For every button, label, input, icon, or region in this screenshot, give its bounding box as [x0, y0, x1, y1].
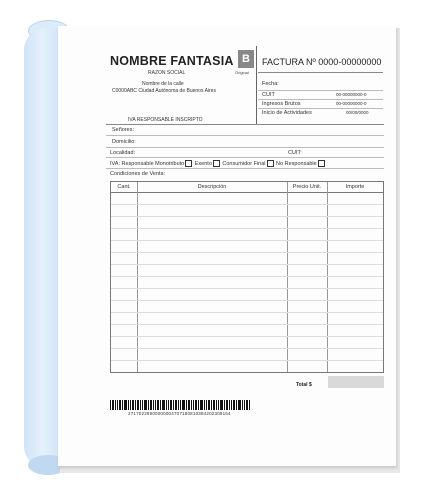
localidad-label: Localidad: [110, 150, 136, 156]
iva-status: IVA RESPONSABLE INSCRIPTO [128, 117, 203, 123]
senores-label: Señores: [112, 127, 135, 133]
iva-line [106, 168, 384, 169]
cuit-client-label: CUIT: [288, 150, 302, 156]
localidad-line [106, 157, 384, 158]
items-table [110, 181, 384, 373]
row-line [111, 324, 383, 325]
barcode [110, 400, 250, 410]
cuit-line [258, 99, 383, 100]
iva-label: IVA: [110, 160, 120, 167]
razon-social: RAZON SOCIAL [148, 70, 186, 76]
inicio-label: Inicio de Actividades [262, 110, 312, 116]
row-line [111, 228, 383, 229]
factura-underline [258, 72, 383, 73]
city-address: C0000ABC Ciudad Autónoma de Buenos Aires [112, 88, 216, 94]
invoice-number: FACTURA Nº 0000-00000000 [262, 57, 382, 67]
header-divider [256, 46, 257, 124]
barcode-number: 27170228900000004707180810384202308154 [128, 411, 231, 416]
invoice-type-sub: Original [235, 70, 249, 75]
total-box [328, 376, 384, 388]
iva-option-no-responsable: No Responsable [276, 160, 317, 167]
checkbox-monotributo[interactable] [185, 160, 192, 167]
senores-line [106, 135, 384, 136]
row-line [111, 264, 383, 265]
business-name: NOMBRE FANTASIA [110, 54, 234, 68]
condiciones-label: Condiciones de Venta: [110, 171, 166, 177]
cuit-label: CUIT [262, 92, 275, 98]
iva-option-consumidor: Consumidor Final [222, 160, 266, 167]
ingresos-line [258, 108, 383, 109]
street-address: Nombre de la calle [142, 81, 184, 87]
row-line [111, 204, 383, 205]
iva-options-row [110, 160, 326, 167]
header-precio: Precio Unit. [292, 184, 322, 190]
checkbox-exento[interactable] [213, 160, 220, 167]
invoice-type-letter: B [238, 50, 254, 68]
total-label: Total $ [296, 382, 312, 388]
header-importe: Importe [345, 184, 365, 190]
row-line [111, 348, 383, 349]
iva-option-monotributo: Responsable Monotributo [121, 160, 185, 167]
col-divider-2 [287, 182, 288, 372]
checkbox-no-responsable[interactable] [318, 160, 325, 167]
header-bottom-line [106, 124, 384, 125]
cuit-value: 00-00000000-0 [336, 92, 367, 97]
row-line [111, 216, 383, 217]
header-rule [111, 192, 383, 193]
row-line [111, 300, 383, 301]
row-line [111, 252, 383, 253]
ingresos-value: 00-00000000-0 [336, 101, 367, 106]
inicio-value: 00/00/0000 [346, 110, 369, 115]
row-line [111, 240, 383, 241]
iva-option-exento: Exento [194, 160, 212, 167]
invoice-page [58, 26, 396, 466]
row-line [111, 288, 383, 289]
col-divider-3 [327, 182, 328, 372]
domicilio-label: Domicilio: [112, 139, 136, 145]
header-descripcion: Descripción [197, 184, 227, 190]
header-cant: Cant. [117, 184, 131, 190]
ingresos-label: Ingresos Brutos [262, 101, 301, 107]
col-divider-1 [137, 182, 138, 372]
fecha-label: Fecha: [262, 81, 279, 87]
row-line [111, 336, 383, 337]
fecha-line [258, 90, 383, 91]
domicilio-line [106, 147, 384, 148]
row-line [111, 276, 383, 277]
row-line [111, 360, 383, 361]
checkbox-consumidor-final[interactable] [267, 160, 274, 167]
row-line [111, 312, 383, 313]
